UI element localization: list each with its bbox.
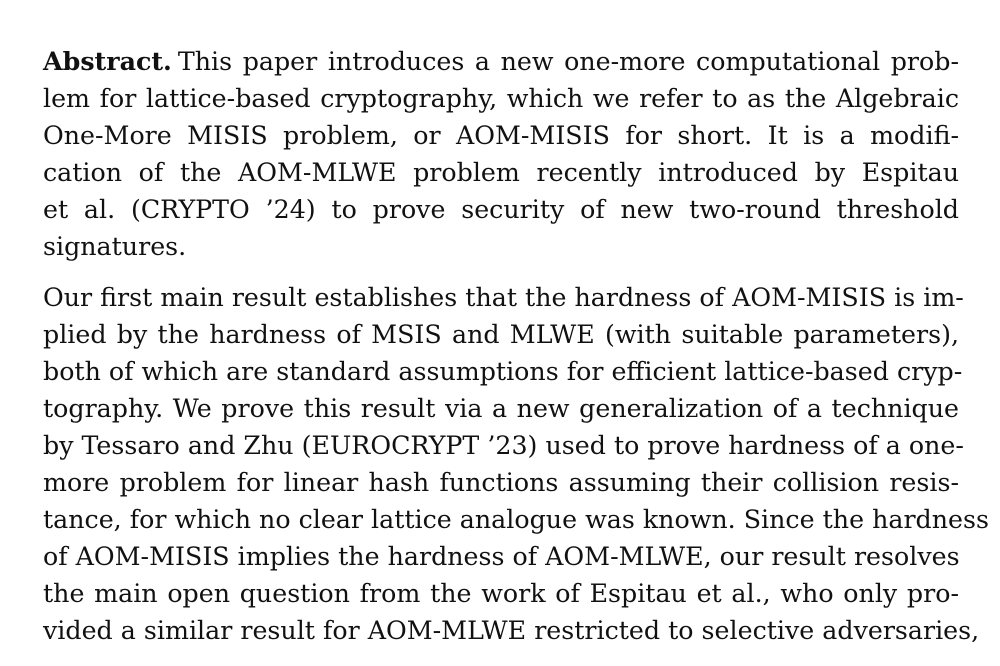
abstract-line: plied by the hardness of MSIS and MLWE (with suitable parameters), — [43, 319, 959, 349]
abstract-line: the main open question from the work of Espitau et al., who only pro- — [43, 579, 959, 609]
abstract-line: signatures. — [43, 232, 187, 262]
abstract-paragraph-2 — [43, 279, 989, 650]
abstract-line: both of which are standard assumptions for efficient lattice-based cryp- — [43, 356, 963, 386]
abstract-line: One-More MISIS problem, or AOM-MISIS for short. It is a modifi- — [43, 121, 959, 151]
abstract-line: Our first main result establishes that the hardness of AOM-MISIS is im- — [43, 282, 964, 312]
abstract-line: lem for lattice-based cryptography, which we refer to as the Algebraic — [43, 84, 959, 114]
abstract-line: tance, for which no clear lattice analogue was known. Since the hardness — [43, 505, 989, 535]
abstract-line: of AOM-MISIS implies the hardness of AOM-MLWE, our result resolves — [43, 542, 960, 572]
abstract-line: more problem for linear hash functions assuming their collision resis- — [43, 468, 959, 498]
abstract-line — [43, 43, 959, 80]
abstract-line: cation of the AOM-MLWE problem recently introduced by Espitau — [43, 158, 959, 188]
abstract-line-text: This paper introduces a new one-more computational prob- — [177, 47, 959, 76]
abstract-paragraph-1 — [43, 43, 959, 266]
abstract-label: Abstract. — [43, 46, 172, 76]
abstract-line: tography. We prove this result via a new generalization of a technique — [43, 393, 959, 423]
abstract-line: vided a similar result for AOM-MLWE restricted to selective adversaries, — [43, 616, 980, 646]
abstract-line: by Tessaro and Zhu (EUROCRYPT ’23) used to prove hardness of a one- — [43, 430, 964, 460]
abstract-line: et al. (CRYPTO ’24) to prove security of new two-round threshold — [43, 195, 959, 225]
abstract-section — [43, 43, 989, 650]
